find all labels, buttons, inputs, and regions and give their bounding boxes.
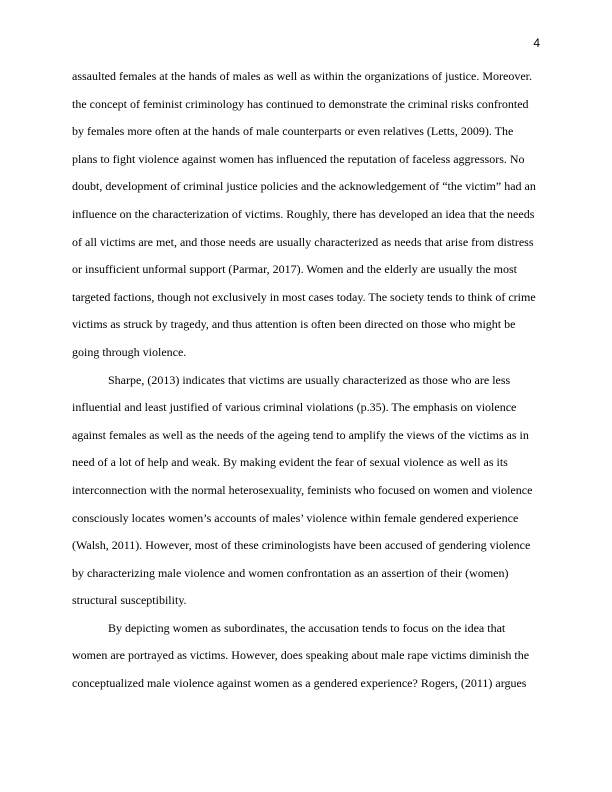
text-line: against females as well as the needs of the ageing tend to amplify the views of the victims as in	[72, 427, 529, 442]
text-line-first: Sharpe, (2013) indicates that victims are usually characterized as those who are less	[108, 372, 511, 387]
text-line: targeted factions, though not exclusively in most cases today. The society tends to think of crime	[72, 289, 536, 304]
paragraph-3	[72, 619, 540, 702]
text-line: by characterizing male violence and women confrontation as an assertion of their (women)	[72, 565, 509, 580]
text-line-first: By depicting women as subordinates, the accusation tends to focus on the idea that	[108, 620, 506, 635]
text-line: influential and least justified of various criminal violations (p.35). The emphasis on violence	[72, 400, 517, 415]
text-line: influence on the characterization of victims. Roughly, there has developed an idea that the needs	[72, 206, 535, 221]
paragraph-1	[72, 67, 540, 371]
text-line: consciously locates women’s accounts of males’ violence within female gendered experience	[72, 510, 519, 525]
text-line: (Walsh, 2011). However, most of these criminologists have been accused of gendering violence	[72, 538, 531, 553]
text-line: women are portrayed as victims. However, does speaking about male rape victims diminish the	[72, 648, 530, 663]
text-line: doubt, development of criminal justice policies and the acknowledgement of “the victim” had an	[72, 179, 536, 194]
document-body	[72, 67, 540, 702]
text-line: by females more often at the hands of male counterparts or even relatives (Letts, 2009). The	[72, 124, 514, 139]
text-line: interconnection with the normal heterosexuality, feminists who focused on women and violence	[72, 482, 533, 497]
text-line: the concept of feminist criminology has continued to demonstrate the criminal risks confronted	[72, 96, 529, 111]
text-line: assaulted females at the hands of males as well as within the organizations of justice. Moreover.	[72, 69, 532, 83]
text-line: need of a lot of help and weak. By making evident the fear of sexual violence as well as its	[72, 455, 508, 470]
text-line: structural susceptibility.	[72, 593, 187, 608]
text-line: victims as struck by tragedy, and thus attention is often been directed on those who might be	[72, 317, 516, 332]
text-line: or insufficient unformal support (Parmar, 2017). Women and the elderly are usually the most	[72, 262, 518, 277]
text-line: going through violence.	[72, 344, 187, 359]
page-number: 4	[533, 36, 540, 50]
text-line: plans to fight violence against women has influenced the reputation of faceless aggressors. No	[72, 151, 525, 166]
text-line: conceptualized male violence against women as a gendered experience? Rogers, (2011) argues	[72, 676, 527, 691]
paragraph-2	[72, 371, 540, 619]
text-line: of all victims are met, and those needs are usually characterized as needs that arise from distress	[72, 234, 534, 249]
